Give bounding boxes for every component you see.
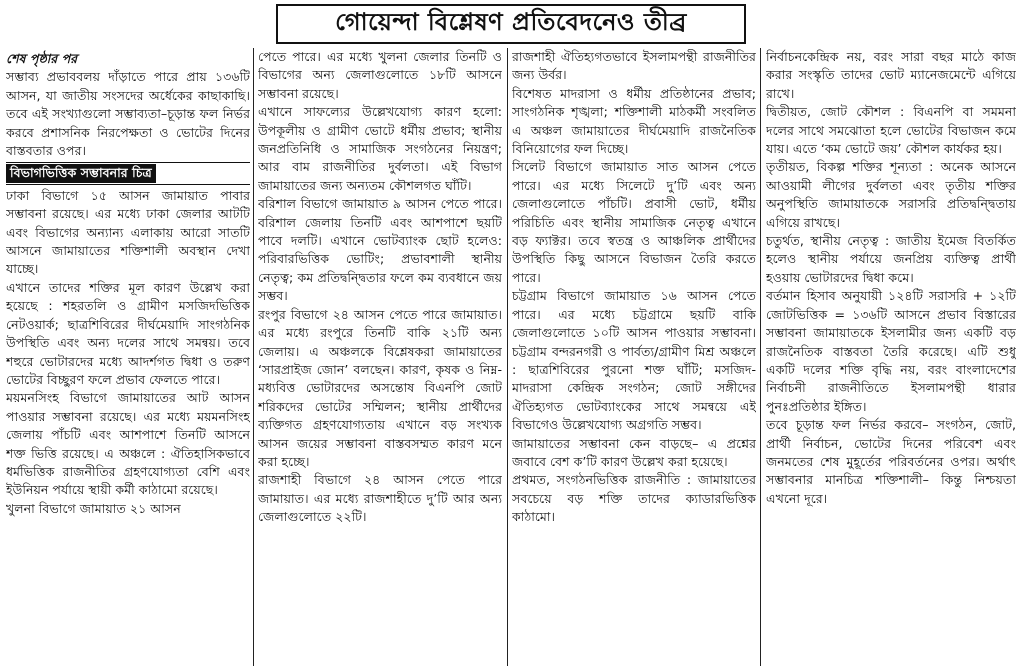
- headline-box: [276, 4, 746, 44]
- section-subhead: বিভাগভিত্তিক সম্ভাবনার চিত্র: [6, 164, 156, 182]
- paragraph: এখানে সাফল্যের উল্লেখযোগ্য কারণ হলো: উপকূলীয় ও গ্রামীণ ভোটে ধর্মীয় প্রভাব; স্থানীয় জনপ্রতিনিধি ও সামাজিক সংগঠনের নিয়ন্ত্রণ; আর বাম রাজনীতির দুর্বলতা। এই বিভাগ জামায়াতের জন্য অন্যতম কৌশলগত ঘাঁটি।: [258, 104, 502, 193]
- article-column-4: [766, 48, 1016, 666]
- subhead-bar: [6, 162, 250, 184]
- column-divider: [253, 48, 254, 666]
- paragraph: বরিশাল বিভাগে জামায়াত ৯ আসন পেতে পারে। বরিশাল জেলায় তিনটি এবং আশপাশে ছয়টি পাবে দলটি। এখানে ভোটব্যাংক ছোট হলেও: পরিবারভিত্তিক ভোটিং; প্রভাবশালী স্থানীয় নেতৃত্ব; কম প্রতিদ্বন্দ্বিতার ফলে কম ব্যবধানে জয় সম্ভব।: [258, 196, 502, 304]
- paragraph: রাজশাহী বিভাগে ২৪ আসন পেতে পারে জামায়াত। এর মধ্যে রাজশাহীতে দু’টি আর অন্য জেলাগুলোতে ২২টি।: [258, 472, 502, 525]
- paragraph: এখানে তাদের শক্তির মূল কারণ উল্লেখ করা হয়েছে : শহরতলি ও গ্রামীণ মসজিদভিত্তিক নেটওয়ার্ক; ছাত্রশিবিরের দীর্ঘমেয়াদি সাংগঠনিক উপস্থিতি এবং অন্য দলের সাথে সমন্বয়। তবে শহুরে ভোটারদের মধ্যে আদর্শগত দ্বিধা ও তরুণ ভোটের বিচ্ছুরণ ফলে প্রভাব ফেলতে পারে।: [6, 279, 250, 387]
- article-column-1: [6, 50, 250, 668]
- paragraph: জামায়াতের সম্ভাবনা কেন বাড়ছে– এ প্রশ্নের জবাবে বেশ ক’টি কারণ উল্লেখ করা হয়েছে।: [512, 435, 756, 469]
- column-divider: [760, 48, 761, 666]
- paragraph: ঢাকা বিভাগে ১৫ আসন জামায়াত পাবার সম্ভাবনা রয়েছে। এর মধ্যে ঢাকা জেলার আটটি এবং বিভাগের অন্যান্য এলাকায় আরো সাতটি আসনে জামায়াতের শক্তিশালী অবস্থান দেখা যাচ্ছে।: [6, 187, 250, 277]
- paragraph: পেতে পারে। এর মধ্যে খুলনা জেলার তিনটি ও বিভাগের অন্য জেলাগুলোতে ১৮টি আসনে সম্ভাবনা রয়েছে।: [258, 49, 502, 101]
- paragraph: রাজশাহী ঐতিহ্যগতভাবে ইসলামপন্থী রাজনীতির জন্য উর্বর।: [512, 49, 756, 83]
- paragraph: সম্ভাব্য প্রভাববলয় দাঁড়াতে পারে প্রায় ১৩৬টি আসন, যা জাতীয় সংসদের অর্ধেকের কাছাকাছি। তবে এই সংখ্যাগুলো সম্ভাব্যতা–চূড়ান্ত ফল নির্ভর করবে প্রশাসনিক নিরপেক্ষতা ও ভোটের দিনের বাস্তবতার ওপর।: [6, 69, 250, 159]
- paragraph: বর্তমান হিসাব অনুযায়ী ১২৪টি সরাসরি + ১২টি জোটভিত্তিক = ১৩৬টি আসনে প্রভাব বিস্তারের সম্ভাবনা জামায়াতকে ইসলামীর জন্য একটি বড় রাজনৈতিক বাস্তবতা তৈরি করেছে। এটি শুধু একটি দলের শক্তি বৃদ্ধি নয়, বরং বাংলাদেশের নির্বাচনী রাজনীতিতে ইসলামপন্থী ধারার পুনঃপ্রতিষ্ঠার ইঙ্গিত।: [766, 288, 1016, 414]
- paragraph: তৃতীয়ত, বিকল্প শক্তির শূন্যতা : অনেক আসনে আওয়ামী লীগের দুর্বলতা এবং তৃতীয় শক্তির অনুপস্থিতি জামায়াতকে সরাসরি প্রতিদ্বন্দ্বিতায় এগিয়ে রাখছে।: [766, 159, 1016, 230]
- paragraph: খুলনা বিভাগে জামায়াত ২১ আসন: [6, 500, 181, 516]
- paragraph: ময়মনসিংহ বিভাগে জামায়াতের আট আসন পাওয়ার সম্ভাবনা রয়েছে। এর মধ্যে ময়মনসিংহ জেলায় পাঁচটি এবং আশপাশে তিনটি আসনে শক্ত ভিত্তি রয়েছে। এ অঞ্চলে : ঐতিহাসিকভাবে ধর্মভিত্তিক রাজনীতির গ্রহণযোগ্যতা বেশি এবং ইউনিয়ন পর্যায়ে স্থায়ী কর্মী কাঠামো রয়েছে।: [6, 390, 250, 498]
- paragraph: চট্টগ্রাম বিভাগে জামায়াত ১৬ আসন পেতে পারে। এর মধ্যে চট্টগ্রামে ছয়টি বাকি জেলাগুলোতে ১০টি আসন পাওয়ার সম্ভাবনা। চট্টগ্রাম বন্দরনগরী ও পার্বত্য/গ্রামীণ মিশ্র অঞ্চলে : ছাত্রশিবিরের পুরনো শক্ত ঘাঁটি; মসজিদ-মাদরাসা কেন্দ্রিক সংগঠন; জোট সঙ্গীদের ঐতিহ্যগত ভোটব্যাংকের সাথে সমন্বয়ে এই বিভাগেও উল্লেখযোগ্য অগ্রগতি সম্ভব।: [512, 288, 756, 433]
- paragraph: নির্বাচনকেন্দ্রিক নয়, বরং সারা বছর মাঠে কাজ করার সংস্কৃতি তাদের ভোট ম্যানেজমেন্টে এগিয়ে রাখে।: [766, 49, 1016, 101]
- paragraph: তবে চূড়ান্ত ফল নির্ভর করবে– সংগঠন, জোট, প্রার্থী নির্বাচন, ভোটের দিনের পরিবেশ এবং জনমতের শেষ মুহূর্তের পরিবর্তনের ওপর। অর্থাৎ সম্ভাবনার মানচিত্র শক্তিশালী– কিন্তু নিশ্চয়তা এখনো দূরে।: [766, 417, 1016, 506]
- continued-from-kicker: শেষ পৃষ্ঠার পর: [6, 51, 78, 66]
- paragraph: বিশেষত মাদরাসা ও ধর্মীয় প্রতিষ্ঠানের প্রভাব; সাংগঠনিক শৃঙ্খলা; শক্তিশালী মাঠকর্মী সংবলিত এ অঞ্চল জামায়াতের দীর্ঘমেয়াদি রাজনৈতিক বিনিয়োগের ফল দিচ্ছে।: [512, 85, 756, 157]
- paragraph: সিলেট বিভাগে জামায়াত সাত আসন পেতে পারে। এর মধ্যে সিলেটে দু’টি এবং অন্য জেলাগুলোতে পাঁচটি। প্রবাসী ভোট, ধর্মীয় পরিচিতি এবং স্থানীয় সামাজিক নেতৃত্ব এখানে বড় ফ্যাক্টর। তবে স্বতন্ত্র ও আঞ্চলিক প্রার্থীদের উপস্থিতি কিছু আসনে বিভাজন তৈরি করতে পারে।: [512, 159, 756, 285]
- article-column-2: [258, 48, 502, 666]
- article-column-3: [512, 48, 756, 666]
- paragraph: দ্বিতীয়ত, জোট কৌশল : বিএনপি বা সমমনা দলের সাথে সমঝোতা হলে ভোটের বিভাজন কমে যায়। এতে ‘কম ভোটে জয়’ কৌশল কার্যকর হয়।: [766, 104, 1016, 157]
- paragraph: রংপুর বিভাগে ২৪ আসন পেতে পারে জামায়াত। এর মধ্যে রংপুরে তিনটি বাকি ২১টি অন্য জেলায়। এ অঞ্চলকে বিশ্লেষকরা জামায়াতের ‘সারপ্রাইজ জোন’ বলছেন। কারণ, কৃষক ও নিম্ন-মধ্যবিত্ত ভোটারদের অসন্তোষ বিএনপি জোট শরিকদের ভোটের সম্মিলন; স্থানীয় প্রার্থীদের ব্যক্তিগত গ্রহণযোগ্যতায় এখানে বড় সংখ্যক আসন জয়ের সম্ভাবনা বাস্তবসম্মত কারণ মনে করা হচ্ছে।: [258, 306, 502, 469]
- column-divider: [507, 48, 508, 666]
- paragraph: চতুর্থত, স্থানীয় নেতৃত্ব : জাতীয় ইমেজ বিতর্কিত হলেও স্থানীয় পর্যায়ে জনপ্রিয় ব্যক্তিত্ব প্রার্থী হওয়ায় ভোটারদের দ্বিধা কমে।: [766, 233, 1016, 285]
- headline: গোয়েন্দা বিশ্লেষণ প্রতিবেদনেও তীব্র: [335, 8, 687, 36]
- paragraph: প্রথমত, সংগঠনভিত্তিক রাজনীতি : জামায়াতের সবচেয়ে বড় শক্তি তাদের ক্যাডারভিত্তিক কাঠামো।: [512, 472, 756, 525]
